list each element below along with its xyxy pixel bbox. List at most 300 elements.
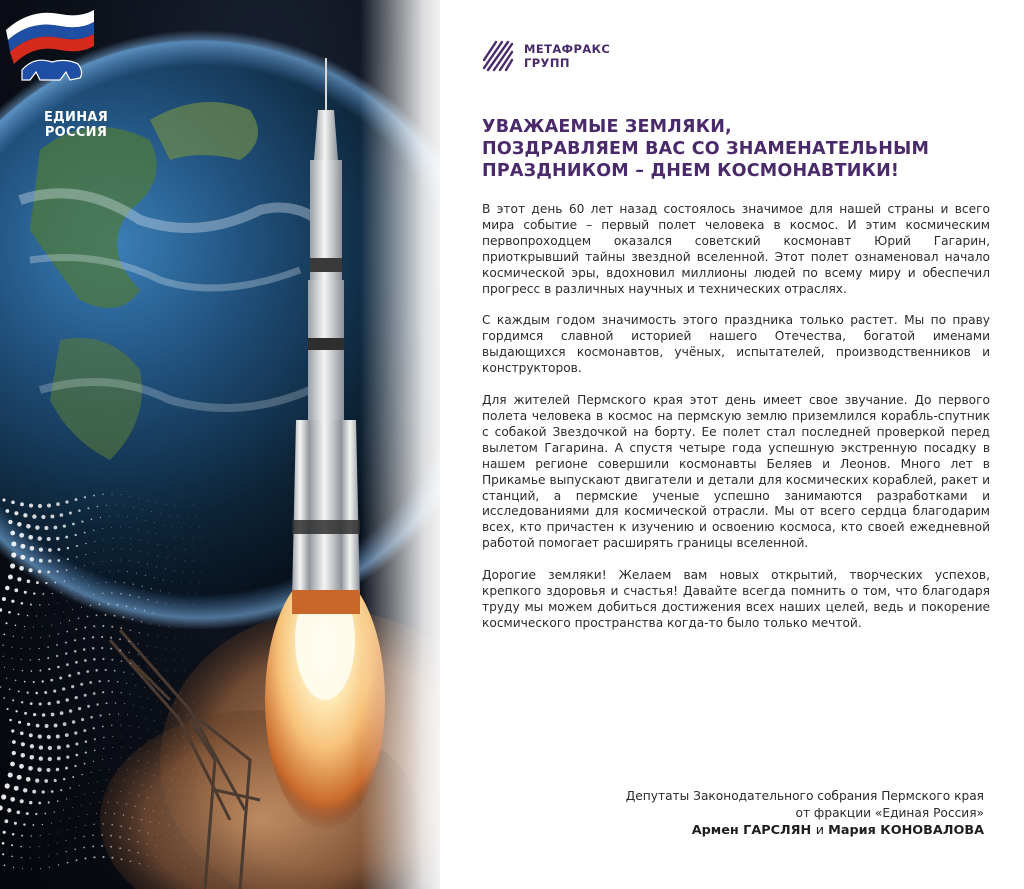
pattern-dot [178,593,179,594]
pattern-dot [103,737,105,739]
pattern-dot [138,795,139,796]
pattern-dot [156,856,157,857]
party-logo-text [26,110,126,140]
pattern-dot [45,615,46,616]
pattern-dot [124,703,125,704]
pattern-dot [67,862,69,864]
pattern-dot [47,646,48,647]
pattern-dot [42,790,45,793]
pattern-dot [60,513,64,517]
pattern-dot [174,847,175,848]
pattern-dot [100,770,101,771]
pattern-dot [104,539,105,540]
pattern-dot [174,649,175,650]
pattern-dot [12,699,14,701]
pattern-dot [29,801,32,804]
pattern-dot [94,749,96,751]
pattern-dot [154,577,155,578]
pattern-dot [165,734,166,735]
pattern-dot [186,824,187,825]
pattern-dot [90,803,91,804]
pattern-dot [9,689,10,690]
pattern-dot [19,764,24,769]
pattern-dot [147,564,148,565]
pattern-dot [128,849,130,851]
pattern-dot [138,562,139,563]
pattern-dot [11,844,13,846]
pattern-dot [10,762,15,767]
pattern-dot [165,536,166,537]
pattern-dot [58,832,59,833]
pattern-dot [21,648,22,649]
pattern-dot [174,537,175,538]
pattern-dot [148,832,149,833]
pattern-dot [16,810,20,814]
pattern-dot [13,669,14,670]
pattern-dot [67,829,68,830]
pattern-dot [184,605,185,606]
pattern-dot [48,668,50,670]
pattern-dot [21,857,22,858]
pattern-dot [142,707,143,708]
pattern-dot [166,868,167,869]
pattern-dot [141,819,142,820]
pattern-dot [190,528,191,529]
pattern-dot [171,692,172,693]
pattern-dot [105,614,107,616]
pattern-dot [8,611,11,614]
pattern-dot [186,626,187,627]
pattern-dot [157,701,158,702]
pattern-dot [87,814,88,815]
pattern-dot [127,769,128,770]
pattern-dot [60,622,61,623]
pattern-dot [33,824,35,826]
headline-line2: ПОЗДРАВЛЯЕМ ВАС СО ЗНАМЕНАТЕЛЬНЫМ [482,139,930,159]
pattern-dot [30,702,33,705]
pattern-dot [139,696,140,697]
pattern-dot [135,607,137,609]
pattern-dot [36,724,40,728]
pattern-dot [121,692,122,693]
pattern-dot [14,822,17,825]
pattern-dot [56,502,60,506]
pattern-dot [5,586,10,591]
pattern-dot [169,515,170,516]
pattern-dot [147,646,148,647]
pattern-dot [66,840,67,841]
pattern-dot [59,677,62,680]
pattern-dot [165,659,166,660]
pattern-dot [76,598,77,599]
pattern-dot [48,845,49,846]
pattern-dot [79,785,80,786]
pattern-dot [150,623,151,624]
pattern-dot [28,766,33,771]
pattern-dot [19,533,24,538]
pattern-dot [69,511,72,514]
pattern-dot [5,819,9,823]
pattern-dot [129,828,131,830]
pattern-dot [149,542,150,543]
pattern-dot [157,555,158,556]
pattern-dot [127,516,128,517]
pattern-dot [175,836,176,837]
pattern-dot [199,780,200,781]
pattern-dot [158,544,159,545]
pattern-dot [178,516,179,517]
pattern-dot [76,859,78,861]
pattern-dot [38,659,40,661]
pattern-dot [183,736,184,737]
signature-conjunction: и [815,823,829,838]
pattern-dot [115,505,116,506]
pattern-dot [100,572,101,573]
paragraph-4: Дорогие земляки! Желаем вам новых открытий, творческих успехов, крепкого здоровья и счастья! Давайте всегда помнить о том, что благодаря труду мы можем добиться достижения всех наших целей, ведь и покорение космического пространства когда-то было только мечтой. [482,568,990,630]
pattern-dot [183,803,184,804]
pattern-dot [24,712,27,715]
pattern-dot [171,615,172,616]
pattern-dot [103,748,104,749]
pattern-dot [115,702,117,704]
pattern-dot [172,779,173,780]
pattern-dot [133,584,134,585]
pattern-dot [17,522,22,527]
pattern-dot [176,746,177,747]
pattern-dot [87,507,89,509]
pattern-dot [132,817,133,818]
pattern-dot [57,559,60,562]
pattern-dot [97,506,99,508]
pattern-dot [75,838,76,839]
letter-panel [440,0,1024,889]
pattern-dot [111,725,112,726]
pattern-dot [40,835,41,836]
pattern-dot [201,538,202,539]
pattern-dot [12,658,13,659]
pattern-dot [2,597,6,601]
pattern-dot [24,681,26,683]
pattern-dot [123,671,124,672]
pattern-dot [126,605,128,607]
company-name-line1: МЕТАФРАКС [524,42,611,56]
pattern-dot [193,604,194,605]
pattern-dot [66,744,70,748]
pattern-dot [201,736,202,737]
pattern-dot [35,692,38,695]
pattern-dot [102,494,103,495]
pattern-dot [175,604,176,605]
pattern-dot [42,626,43,627]
pattern-dot [17,577,21,581]
pattern-dot [8,575,13,580]
pattern-dot [185,747,186,748]
pattern-dot [99,604,101,606]
pattern-dot [112,494,113,495]
pattern-dot [156,845,157,846]
pattern-dot [70,590,71,591]
pattern-dot [41,680,43,682]
pattern-dot [114,670,116,672]
pattern-dot [83,648,86,651]
pattern-dot [11,856,13,858]
pattern-dot [183,648,184,649]
pattern-dot [142,784,143,785]
pattern-dot [140,738,141,739]
pattern-dot [178,714,179,715]
pattern-dot [115,581,116,582]
pattern-dot [84,565,85,566]
paragraph-3: Для жителей Пермского края этот день имеет свое звучание. До первого полета человека в космос на пермскую землю приземлился корабль-спутник с собакой Звездочкой на борту. Ее полет стал последней проверкой перед вылетом Гагарина. А спустя четыре года успешную экстренную посадку в нашем регионе совершили космонавты Беляев и Леонов. Много лет в Прикамье выпускают двигатели и детали для космических кораблей, ракет и станций, а пермские ученые успешно занимаются разработками и исследованиями для космической отрасли. Мы от всего сердца благодарим всех, кто причастен к изучению и освоению космоса, кто своей ежедневной работой помогает расширять границы вселенной. [482,393,990,551]
pattern-dot [57,570,59,572]
pattern-dot [7,708,9,710]
pattern-dot [111,659,113,661]
pattern-dot [199,527,200,528]
pattern-dot [157,753,158,754]
pattern-dot [48,746,52,750]
pattern-dot [169,713,170,714]
pattern-dot [163,778,164,779]
signature-names [482,822,984,839]
pattern-dot [30,846,31,847]
pattern-dot [57,666,60,669]
pattern-dot [202,560,203,561]
pattern-dot [75,567,76,568]
pattern-dot [199,725,200,726]
pattern-dot [159,823,160,824]
pattern-dot [109,713,111,715]
pattern-dot [57,800,59,802]
pattern-dot [111,560,112,561]
pattern-dot [184,758,185,759]
company-name [524,42,610,70]
pattern-dot [109,516,110,517]
pattern-dot [2,645,3,646]
pattern-dot [93,692,96,695]
pattern-dot [83,637,85,639]
pattern-dot [85,825,86,826]
pattern-dot [130,663,131,664]
pattern-dot [184,506,185,507]
pattern-dot [139,830,140,831]
pattern-dot [75,754,78,757]
pattern-dot [12,833,15,836]
pattern-dot [67,558,69,560]
pattern-dot [130,694,131,695]
pattern-dot [2,498,5,501]
pattern-dot [65,500,68,503]
pattern-dot [65,642,67,644]
pattern-dot [4,667,5,668]
bear-flag-icon [0,0,100,120]
pattern-dot [48,559,51,562]
pattern-dot [81,607,82,608]
pattern-dot [12,647,13,648]
pattern-dot [103,550,104,551]
pattern-dot [47,571,50,574]
pattern-dot [147,843,148,844]
pattern-dot [44,813,46,815]
pattern-dot [123,616,125,618]
pattern-dot [62,687,65,690]
pattern-dot [165,801,166,802]
pattern-dot [130,747,131,748]
pattern-dot [163,723,164,724]
pattern-dot [148,865,149,866]
pattern-dot [157,834,158,835]
pattern-dot [139,665,140,666]
pattern-dot [123,815,124,816]
pattern-dot [111,527,112,528]
pattern-dot [68,674,71,677]
pattern-dot [114,615,116,617]
pattern-dot [100,714,102,716]
pattern-dot [110,835,112,837]
pattern-dot [136,771,137,772]
pattern-dot [72,720,76,724]
pattern-dot [51,625,52,626]
pattern-dot [30,858,31,859]
pattern-dot [67,547,69,549]
pattern-dot [183,659,184,660]
pattern-dot [147,729,148,730]
pattern-dot [156,658,157,659]
pattern-dot [126,683,127,684]
pattern-dot [118,713,119,714]
pattern-dot [159,680,160,681]
pattern-dot [64,580,65,581]
pattern-dot [75,696,78,699]
pattern-dot [47,768,51,772]
pattern-dot [48,801,50,803]
pattern-dot [72,609,73,610]
pattern-dot [94,552,95,553]
pattern-dot [27,692,29,694]
pattern-dot [54,811,55,812]
pattern-dot [160,590,161,591]
pattern-dot [102,625,104,627]
pattern-dot [172,724,173,725]
pattern-dot [14,786,19,791]
pattern-dot [90,605,91,606]
pattern-dot [139,551,140,552]
pattern-dot [20,555,25,560]
pattern-dot [76,827,77,828]
pattern-dot [169,592,170,593]
pattern-dot [31,869,32,870]
pattern-dot [75,628,77,630]
pattern-dot [85,554,86,555]
pattern-dot [74,731,77,734]
pattern-dot [56,734,60,738]
pattern-dot [42,824,43,825]
pattern-dot [166,702,167,703]
pattern-dot [96,614,98,616]
pattern-dot [97,781,98,782]
pattern-dot [56,537,60,541]
pattern-dot [181,725,182,726]
pattern-dot [48,604,49,605]
pattern-dot [105,669,107,671]
pattern-dot [35,813,37,815]
pattern-dot [193,759,194,760]
pattern-dot [136,716,137,717]
pattern-dot [147,797,148,798]
pattern-dot [135,806,136,807]
pattern-dot [57,843,58,844]
pattern-dot [166,670,167,671]
pattern-dot [29,504,33,508]
pattern-dot [93,530,94,531]
pattern-dot [124,780,125,781]
pattern-dot [0,608,2,611]
pattern-dot [102,823,103,824]
pattern-dot [106,702,108,704]
pattern-dot [84,532,86,534]
pattern-dot [65,698,68,701]
pattern-dot [147,599,148,600]
pattern-dot [93,761,94,762]
pattern-dot [48,702,51,705]
pattern-dot [147,762,148,763]
pattern-dot [175,638,176,639]
pattern-dot [196,791,197,792]
illustration-panel [0,0,440,889]
pattern-dot [84,496,86,498]
pattern-dot [151,588,152,589]
pattern-dot [21,602,24,605]
pattern-dot [129,793,130,794]
pattern-dot [10,797,15,802]
pattern-dot [39,756,43,760]
pattern-dot [144,687,145,688]
pattern-dot [124,505,125,506]
pattern-dot [23,513,27,517]
pattern-dot [36,581,39,584]
pattern-dot [12,740,16,744]
pattern-dot [122,538,123,539]
pattern-dot [187,594,188,595]
pattern-dot [174,768,175,769]
pattern-dot [85,543,86,544]
letter-body [482,202,990,648]
pattern-dot [63,722,67,726]
pattern-dot [33,713,36,716]
pattern-dot [167,745,168,746]
pattern-dot [139,632,140,633]
pattern-dot [24,626,25,627]
pattern-dot [101,845,103,847]
pattern-dot [165,857,166,858]
pattern-dot [172,581,173,582]
pattern-dot [102,791,103,792]
pattern-dot [181,780,182,781]
pattern-dot [175,703,176,704]
pattern-dot [193,561,194,562]
pattern-dot [15,625,17,627]
pattern-dot [119,638,121,640]
pattern-dot [10,531,15,536]
pattern-dot [11,501,15,505]
pattern-dot [100,517,101,518]
pattern-dot [137,643,138,644]
pattern-dot [65,733,69,737]
pattern-dot [63,612,64,613]
pattern-dot [111,791,112,792]
pattern-dot [22,868,23,869]
pattern-dot [129,758,130,759]
pattern-dot [3,831,6,834]
